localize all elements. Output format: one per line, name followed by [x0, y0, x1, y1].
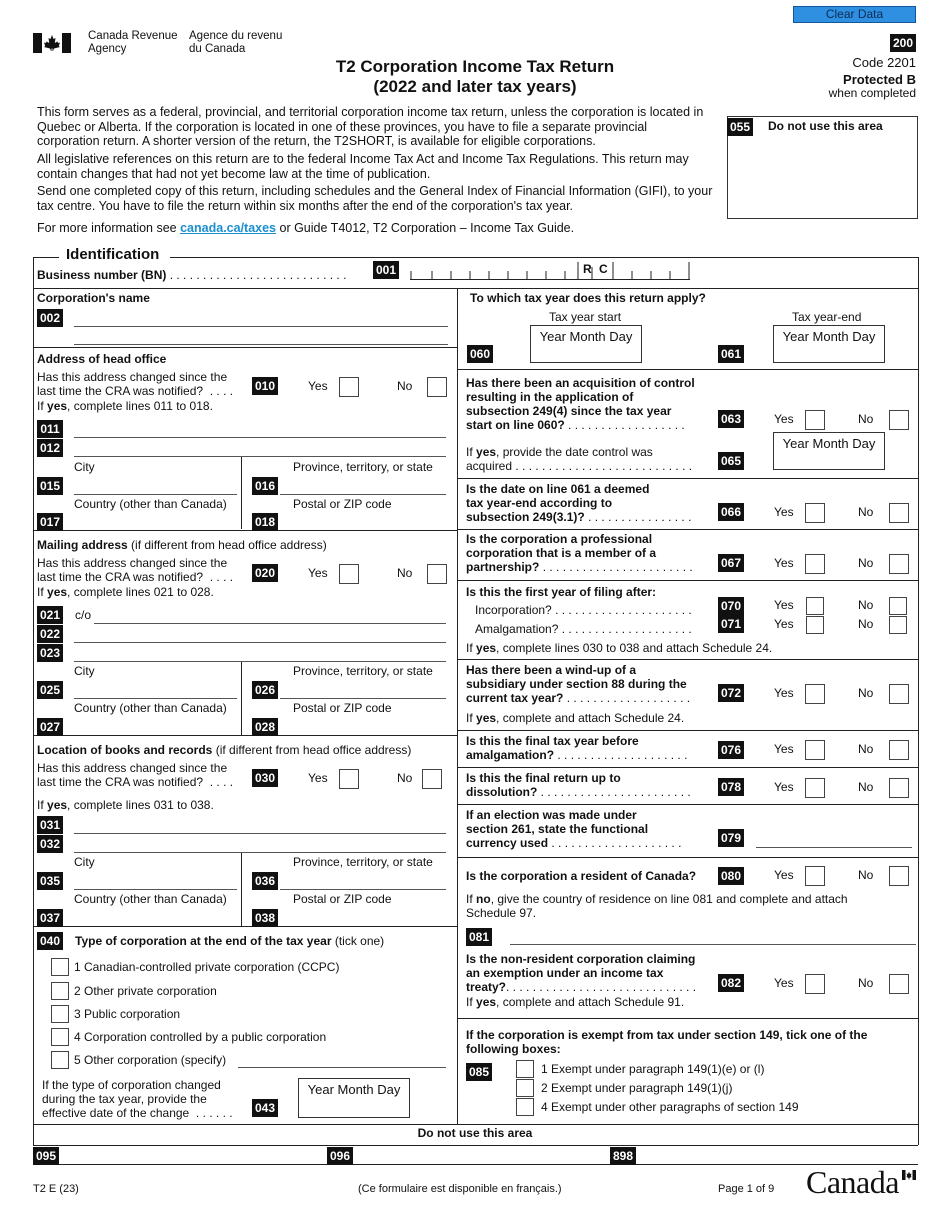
code-2201: Code 2201	[852, 55, 916, 70]
city-label: City	[74, 664, 95, 678]
acquisition-question: Has there been an acquisition of control resulting in the application of subsection 249(4) since the tax year start on line 060? . . . . . . . . . . . . . . . . . .	[466, 376, 695, 432]
rc-label-r: R	[583, 262, 592, 276]
mailing-yes-checkbox[interactable]	[339, 564, 359, 584]
yes-label: Yes	[774, 556, 794, 570]
books-records-heading: Location of books and records (if different from head office address)	[37, 743, 412, 757]
exempt-option-1: 1 Exempt under paragraph 149(1)(e) or (l)	[541, 1062, 765, 1076]
code-080: 080	[718, 867, 744, 885]
code-002: 002	[37, 309, 63, 327]
exempt-149-question: If the corporation is exempt from tax under section 149, tick one of the following boxes:	[466, 1028, 868, 1056]
code-096: 096	[327, 1147, 353, 1165]
exempt-149-1-j-checkbox[interactable]	[516, 1079, 534, 1097]
type-other-specify-field[interactable]	[238, 1067, 446, 1068]
french-availability: (Ce formulaire est disponible en français.)	[358, 1183, 562, 1195]
code-018: 018	[252, 513, 278, 531]
final-year-no-checkbox[interactable]	[889, 740, 909, 760]
no-label: No	[397, 771, 413, 785]
type-other-checkbox[interactable]	[51, 1051, 69, 1069]
yes-label: Yes	[774, 598, 794, 612]
code-043: 043	[252, 1099, 278, 1117]
code-030: 030	[252, 769, 278, 787]
no-label: No	[858, 976, 874, 990]
code-085: 085	[466, 1063, 492, 1081]
canada-flag-logo	[33, 33, 71, 53]
code-028: 028	[252, 718, 278, 736]
deemed-year-end-question: Is the date on line 061 a deemed tax year-end according to subsection 249(3.1)? . . . . . . . . . . . . . . . .	[466, 482, 692, 524]
type-option-5: 5 Other corporation (specify)	[74, 1053, 227, 1067]
country-label: Country (other than Canada)	[74, 497, 227, 511]
canada-taxes-link[interactable]: canada.ca/taxes	[180, 221, 277, 235]
province-label: Province, territory, or state	[293, 664, 433, 678]
code-020: 020	[252, 564, 278, 582]
deemed-no-checkbox[interactable]	[889, 503, 909, 523]
no-label: No	[858, 742, 874, 756]
address-line-012[interactable]	[74, 456, 446, 457]
code-072: 072	[718, 684, 744, 702]
first-year-question: Is this the first year of filing after:	[466, 585, 657, 599]
books-no-checkbox[interactable]	[422, 769, 442, 789]
incorporation-label: Incorporation? . . . . . . . . . . . . . . . . . . . . .	[475, 603, 692, 617]
type-option-2: 2 Other private corporation	[74, 984, 217, 998]
type-controlled-checkbox[interactable]	[51, 1028, 69, 1046]
dissolution-question: Is this the final return up to dissolution? . . . . . . . . . . . . . . . . . . . . . . .	[466, 771, 691, 799]
code-010: 010	[252, 377, 278, 395]
functional-currency-field[interactable]	[756, 847, 912, 848]
code-022: 022	[37, 625, 63, 643]
type-option-4: 4 Corporation controlled by a public corporation	[74, 1030, 327, 1044]
province-label: Province, territory, or state	[293, 460, 433, 474]
acquisition-yes-checkbox[interactable]	[805, 410, 825, 430]
code-021: 021	[37, 606, 63, 624]
type-of-corporation-heading: Type of corporation at the end of the tax year (tick one)	[75, 934, 385, 948]
final-year-yes-checkbox[interactable]	[805, 740, 825, 760]
code-027: 027	[37, 718, 63, 736]
mailing-if-yes: If yes, complete lines 021 to 028.	[37, 585, 214, 599]
code-016: 016	[252, 477, 278, 495]
tax-year-end-label: Tax year-end	[792, 310, 862, 324]
change-date-field[interactable]: Year Month Day	[298, 1078, 410, 1118]
books-line-031[interactable]	[74, 833, 446, 834]
country-label: Country (other than Canada)	[74, 892, 227, 906]
functional-currency-question: If an election was made under section 261, state the functional currency used . . . . . . . . . . . . . . . . . . . .	[466, 808, 682, 850]
code-017: 017	[37, 513, 63, 531]
form-title: T2 Corporation Income Tax Return (2022 and later tax years)	[335, 57, 615, 96]
resident-if-no: If no, give the country of residence on line 081 and complete and attach Schedule 97.	[466, 892, 848, 920]
acquisition-if-yes: If yes, provide the date control was acquired . . . . . . . . . . . . . . . . . . . . . . . . . . .	[466, 445, 693, 473]
yes-label: Yes	[774, 976, 794, 990]
acquisition-date-field[interactable]: Year Month Day	[773, 432, 885, 470]
intro-paragraph-2: All legislative references on this return are to the federal Income Tax Act and Income Tax Regulations. This return may contain changes that had not yet become law at the time of publication.	[37, 152, 689, 181]
corporation-name-field[interactable]	[74, 326, 448, 327]
acquisition-no-checkbox[interactable]	[889, 410, 909, 430]
clear-data-button[interactable]: Clear Data	[793, 6, 916, 23]
intro-paragraph-3: Send one completed copy of this return, including schedules and the General Index of Financial Information (GIFI), to your tax centre. You have to file the return within six months after the end of the corporation's tax year.	[37, 184, 713, 213]
type-option-1: 1 Canadian-controlled private corporation (CCPC)	[74, 960, 340, 974]
code-070: 070	[718, 597, 744, 615]
type-change-question: If the type of corporation changed during the tax year, provide the effective date of the change . . . . . .	[42, 1078, 233, 1120]
exempt-option-2: 2 Exempt under paragraph 149(1)(j)	[541, 1081, 733, 1095]
intro-paragraph-4: For more information see canada.ca/taxes or Guide T4012, T2 Corporation – Income Tax Guide.	[37, 221, 575, 235]
yes-label: Yes	[308, 379, 328, 393]
yes-label: Yes	[774, 780, 794, 794]
code-071: 071	[718, 615, 744, 633]
canada-wordmark: Canada	[806, 1168, 918, 1200]
no-label: No	[858, 505, 874, 519]
code-011: 011	[37, 420, 63, 438]
province-field[interactable]	[280, 494, 446, 495]
agency-name-en: Canada Revenue Agency	[88, 30, 178, 55]
business-number-field[interactable]	[410, 262, 690, 280]
address-line-011[interactable]	[74, 437, 446, 438]
head-office-yes-checkbox[interactable]	[339, 377, 359, 397]
code-200: 200	[890, 34, 916, 52]
exempt-option-3: 4 Exempt under other paragraphs of section 149	[541, 1100, 799, 1114]
bottom-do-not-use-label: Do not use this area	[417, 1126, 533, 1140]
city-label: City	[74, 460, 95, 474]
code-898: 898	[610, 1147, 636, 1165]
first-year-if-yes: If yes, complete lines 030 to 038 and attach Schedule 24.	[466, 641, 773, 655]
postal-label: Postal or ZIP code	[293, 701, 392, 715]
code-063: 063	[718, 410, 744, 428]
province-label: Province, territory, or state	[293, 855, 433, 869]
professional-yes-checkbox[interactable]	[805, 554, 825, 574]
no-label: No	[858, 598, 874, 612]
city-label: City	[74, 855, 95, 869]
yes-label: Yes	[774, 742, 794, 756]
final-year-question: Is this the final tax year before amalgamation? . . . . . . . . . . . . . . . . . . . .	[466, 734, 688, 762]
no-label: No	[858, 617, 874, 631]
country-of-residence-field[interactable]	[510, 944, 916, 945]
mailing-line-023[interactable]	[74, 661, 446, 662]
non-resident-exemption-question: Is the non-resident corporation claiming an exemption under an income tax treaty?. . . . . . . . . . . . . . . . . . . . . . . . . . . . .	[466, 952, 697, 994]
corporation-name-field-2[interactable]	[74, 344, 448, 345]
code-078: 078	[718, 778, 744, 796]
wind-up-no-checkbox[interactable]	[889, 684, 909, 704]
books-if-yes: If yes, complete lines 031 to 038.	[37, 798, 214, 812]
tax-year-question: To which tax year does this return apply?	[470, 291, 706, 305]
incorporation-no-checkbox[interactable]	[889, 597, 907, 615]
mailing-city-field[interactable]	[74, 698, 237, 699]
exempt-149-1-e-checkbox[interactable]	[516, 1060, 534, 1078]
yes-label: Yes	[774, 505, 794, 519]
mailing-line-021[interactable]	[94, 623, 446, 624]
form-number: T2 E (23)	[33, 1183, 79, 1195]
code-040: 040	[37, 932, 63, 950]
code-060: 060	[467, 345, 493, 363]
books-line-032[interactable]	[74, 852, 446, 853]
code-065: 065	[718, 452, 744, 470]
tax-year-end-field[interactable]: Year Month Day	[773, 325, 885, 363]
no-label: No	[858, 556, 874, 570]
identification-heading: Identification	[66, 246, 160, 263]
amalgamation-no-checkbox[interactable]	[889, 616, 907, 634]
no-label: No	[858, 412, 874, 426]
agency-name-fr: Agence du revenu du Canada	[189, 30, 283, 55]
city-field[interactable]	[74, 494, 237, 495]
type-public-checkbox[interactable]	[51, 1005, 69, 1023]
code-036: 036	[252, 872, 278, 890]
intro-paragraph-1: This form serves as a federal, provincial, and territorial corporation income tax return, unless the corporation is located in Quebec or Alberta. If the corporation is located in one of these provinces, you have to file a separate provincial corporation return. A shorter version of the return, the T2SHORT, is available for eligible corporations.	[37, 105, 704, 149]
code-067: 067	[718, 554, 744, 572]
books-yes-checkbox[interactable]	[339, 769, 359, 789]
code-081: 081	[466, 928, 492, 946]
code-079: 079	[718, 829, 744, 847]
code-076: 076	[718, 741, 744, 759]
yes-label: Yes	[774, 617, 794, 631]
non-resident-yes-checkbox[interactable]	[805, 974, 825, 994]
code-026: 026	[252, 681, 278, 699]
code-025: 025	[37, 681, 63, 699]
do-not-use-label: Do not use this area	[768, 119, 883, 133]
wind-up-if-yes: If yes, complete and attach Schedule 24.	[466, 711, 685, 725]
tax-year-start-label: Tax year start	[549, 310, 622, 324]
postal-label: Postal or ZIP code	[293, 497, 392, 511]
rc-label-c: C	[599, 262, 608, 276]
professional-corp-question: Is the corporation a professional corporation that is a member of a partnership? . . . . . . . . . . . . . . . . . . . . . . .	[466, 532, 693, 574]
no-label: No	[858, 868, 874, 882]
care-of-label: c/o	[75, 608, 92, 622]
resident-no-checkbox[interactable]	[889, 866, 909, 886]
head-office-heading: Address of head office	[37, 352, 167, 366]
code-035: 035	[37, 872, 63, 890]
professional-no-checkbox[interactable]	[889, 554, 909, 574]
dissolution-no-checkbox[interactable]	[889, 778, 909, 798]
code-066: 066	[718, 503, 744, 521]
country-label: Country (other than Canada)	[74, 701, 227, 715]
resident-yes-checkbox[interactable]	[805, 866, 825, 886]
type-other-private-checkbox[interactable]	[51, 982, 69, 1000]
head-office-no-checkbox[interactable]	[427, 377, 447, 397]
non-resident-if-yes: If yes, complete and attach Schedule 91.	[466, 995, 685, 1009]
mailing-province-field[interactable]	[280, 698, 446, 699]
books-province-field[interactable]	[280, 889, 446, 890]
deemed-yes-checkbox[interactable]	[805, 503, 825, 523]
amalgamation-label: Amalgamation? . . . . . . . . . . . . . . . . . . . .	[475, 622, 692, 636]
when-completed: when completed	[828, 86, 916, 100]
no-label: No	[397, 379, 413, 393]
yes-label: Yes	[774, 412, 794, 426]
no-label: No	[858, 686, 874, 700]
code-031: 031	[37, 816, 63, 834]
code-012: 012	[37, 439, 63, 457]
resident-question: Is the corporation a resident of Canada?	[466, 869, 697, 883]
code-038: 038	[252, 909, 278, 927]
code-032: 032	[37, 835, 63, 853]
code-095: 095	[33, 1147, 59, 1165]
business-number-label: Business number (BN) . . . . . . . . . . . . . . . . . . . . . . . . . . .	[37, 268, 347, 282]
code-061: 061	[718, 345, 744, 363]
wind-up-yes-checkbox[interactable]	[805, 684, 825, 704]
books-changed-question: Has this address changed since the last time the CRA was notified? . . . .	[37, 761, 234, 789]
head-office-changed-question: Has this address changed since the last time the CRA was notified? . . . .	[37, 370, 234, 398]
code-082: 082	[718, 974, 744, 992]
corporation-name-label: Corporation's name	[37, 291, 150, 305]
type-ccpc-checkbox[interactable]	[51, 958, 69, 976]
exempt-other-checkbox[interactable]	[516, 1098, 534, 1116]
no-label: No	[858, 780, 874, 794]
code-001: 001	[373, 261, 399, 279]
mailing-no-checkbox[interactable]	[427, 564, 447, 584]
non-resident-no-checkbox[interactable]	[889, 974, 909, 994]
wind-up-question: Has there been a wind-up of a subsidiary under section 88 during the current tax year? . . . . . . . . . . . . . . . . . . .	[466, 663, 691, 705]
code-055: 055	[727, 118, 753, 136]
yes-label: Yes	[308, 566, 328, 580]
postal-label: Postal or ZIP code	[293, 892, 392, 906]
code-015: 015	[37, 477, 63, 495]
no-label: No	[397, 566, 413, 580]
mailing-line-022[interactable]	[74, 642, 446, 643]
code-023: 023	[37, 644, 63, 662]
mailing-changed-question: Has this address changed since the last time the CRA was notified? . . . .	[37, 556, 234, 584]
yes-label: Yes	[774, 686, 794, 700]
head-office-if-yes: If yes, complete lines 011 to 018.	[37, 399, 213, 413]
dissolution-yes-checkbox[interactable]	[805, 778, 825, 798]
amalgamation-yes-checkbox[interactable]	[806, 616, 824, 634]
tax-year-start-field[interactable]: Year Month Day	[530, 325, 642, 363]
protected-b: Protected B	[843, 72, 916, 87]
books-city-field[interactable]	[74, 889, 237, 890]
incorporation-yes-checkbox[interactable]	[806, 597, 824, 615]
mailing-address-heading: Mailing address (if different from head office address)	[37, 538, 327, 552]
code-037: 037	[37, 909, 63, 927]
page-number: Page 1 of 9	[718, 1183, 775, 1195]
type-option-3: 3 Public corporation	[74, 1007, 181, 1021]
yes-label: Yes	[308, 771, 328, 785]
yes-label: Yes	[774, 868, 794, 882]
